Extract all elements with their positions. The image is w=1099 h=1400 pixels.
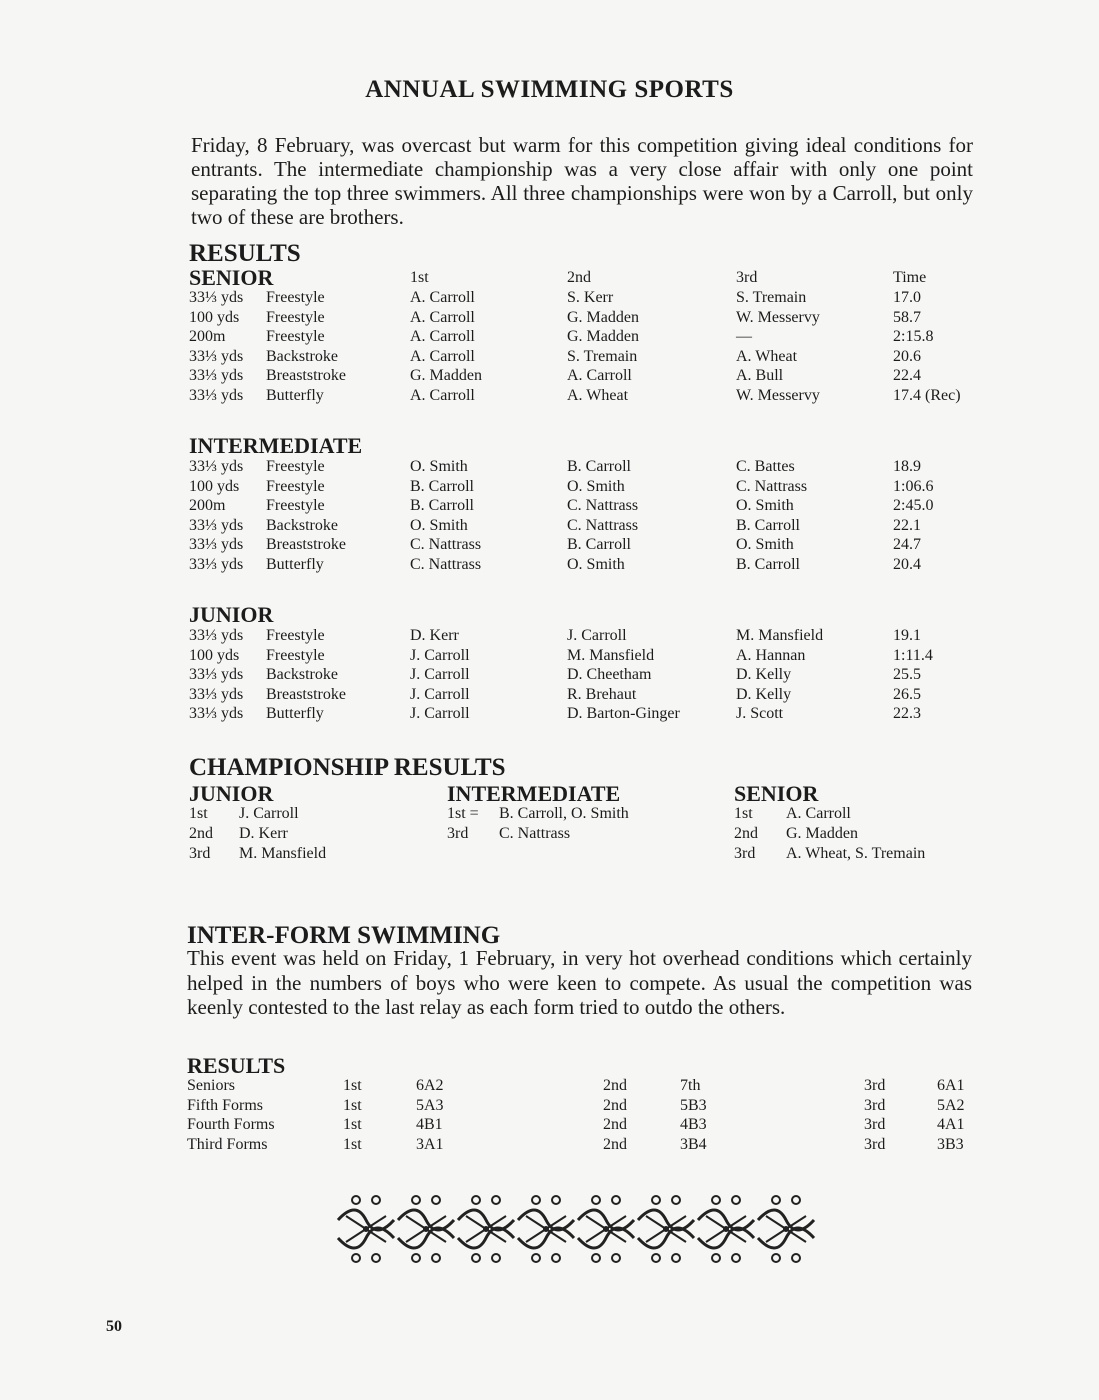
- third-place: A. Bull: [736, 367, 784, 385]
- second-place: R. Brehaut: [567, 685, 637, 703]
- intermediate-heading: INTERMEDIATE: [189, 433, 363, 458]
- event-stroke: Butterfly: [266, 556, 324, 573]
- first-place: A. Carroll: [410, 347, 475, 365]
- winning-time: 25.5: [893, 666, 921, 684]
- winning-time: 1:06.6: [893, 477, 934, 495]
- first-place: C. Nattrass: [410, 556, 482, 573]
- interform-heading: INTER-FORM SWIMMING: [187, 922, 501, 949]
- winning-time: 58.7: [893, 308, 921, 326]
- first-place: D. Kerr: [410, 627, 459, 644]
- third-place: W. Messervy: [736, 387, 820, 404]
- event-distance: 200m: [189, 328, 226, 346]
- first-place: C. Nattrass: [410, 536, 482, 554]
- champ-intermediate-place: 3rd: [447, 824, 469, 842]
- interform-f2: 4B3: [680, 1116, 707, 1134]
- event-distance: 33⅓ yds: [189, 387, 244, 404]
- first-place: G. Madden: [410, 367, 482, 385]
- event-distance: 33⅓ yds: [189, 367, 244, 385]
- second-place: A. Carroll: [567, 367, 632, 385]
- results-heading: RESULTS: [189, 240, 301, 267]
- second-place: B. Carroll: [567, 536, 631, 554]
- champ-intermediate-name: B. Carroll, O. Smith: [499, 805, 629, 822]
- champ-junior-heading: JUNIOR: [189, 781, 274, 806]
- winning-time: 22.4: [893, 367, 921, 385]
- interform-results-heading: RESULTS: [187, 1053, 286, 1078]
- third-place: D. Kelly: [736, 685, 792, 703]
- winning-time: 24.7: [893, 536, 921, 554]
- event-stroke: Freestyle: [266, 328, 325, 346]
- interform-f3: 6A1: [937, 1077, 965, 1094]
- event-distance: 33⅓ yds: [189, 685, 244, 703]
- interform-p3: 3rd: [864, 1116, 886, 1134]
- winning-time: 17.0: [893, 289, 921, 306]
- event-stroke: Butterfly: [266, 705, 324, 723]
- col-first: 1st: [410, 269, 429, 286]
- third-place: —: [736, 328, 752, 346]
- interform-p3: 3rd: [864, 1135, 886, 1153]
- interform-p1: 1st: [343, 1077, 362, 1094]
- third-place: C. Nattrass: [736, 477, 808, 495]
- first-place: J. Carroll: [410, 646, 470, 664]
- third-place: W. Messervy: [736, 308, 820, 326]
- event-distance: 100 yds: [189, 308, 240, 326]
- first-place: J. Carroll: [410, 666, 470, 684]
- event-stroke: Freestyle: [266, 627, 325, 644]
- event-stroke: Freestyle: [266, 458, 325, 475]
- event-stroke: Breaststroke: [266, 367, 346, 385]
- event-distance: 33⅓ yds: [189, 347, 244, 365]
- event-distance: 33⅓ yds: [189, 289, 244, 306]
- event-distance: 33⅓ yds: [189, 627, 244, 644]
- first-place: A. Carroll: [410, 387, 475, 404]
- winning-time: 19.1: [893, 627, 921, 644]
- winning-time: 2:45.0: [893, 497, 934, 515]
- third-place: O. Smith: [736, 497, 794, 515]
- first-place: A. Carroll: [410, 308, 475, 326]
- interform-p2: 2nd: [603, 1116, 627, 1134]
- champ-junior-name: J. Carroll: [239, 805, 299, 822]
- winning-time: 20.4: [893, 556, 921, 573]
- col-time: Time: [893, 269, 927, 286]
- third-place: J. Scott: [736, 705, 784, 723]
- winning-time: 1:11.4: [893, 646, 933, 664]
- third-place: M. Mansfield: [736, 627, 824, 644]
- champ-intermediate-place: 1st =: [447, 805, 479, 822]
- champ-intermediate-heading: INTERMEDIATE: [447, 781, 621, 806]
- event-stroke: Backstroke: [266, 516, 338, 534]
- interform-p1: 1st: [343, 1096, 362, 1114]
- second-place: C. Nattrass: [567, 497, 639, 515]
- interform-paragraph: This event was held on Friday, 1 February, in very hot overhead conditions which certainly helped in the numbers of boys who were keen to compete. As usual the competition was keenly contested to the last relay as each form tried to outdo the others.: [187, 946, 972, 1019]
- winning-time: 22.3: [893, 705, 921, 723]
- first-place: O. Smith: [410, 516, 468, 534]
- interform-p2: 2nd: [603, 1096, 627, 1114]
- interform-f2: 5B3: [680, 1096, 707, 1114]
- second-place: D. Barton-Ginger: [567, 705, 680, 723]
- event-distance: 33⅓ yds: [189, 556, 244, 573]
- winning-time: 2:15.8: [893, 328, 934, 346]
- second-place: M. Mansfield: [567, 646, 655, 664]
- champ-senior-name: A. Carroll: [786, 805, 851, 822]
- champ-senior-name: G. Madden: [786, 824, 858, 842]
- event-distance: 33⅓ yds: [189, 536, 244, 554]
- page-title: ANNUAL SWIMMING SPORTS: [365, 76, 734, 103]
- winning-time: 17.4 (Rec): [893, 387, 961, 404]
- interform-group: Fourth Forms: [187, 1116, 275, 1134]
- senior-heading: SENIOR: [189, 265, 274, 290]
- interform-p1: 1st: [343, 1135, 362, 1153]
- third-place: A. Hannan: [736, 646, 806, 664]
- winning-time: 22.1: [893, 516, 921, 534]
- event-stroke: Breaststroke: [266, 536, 346, 554]
- col-second: 2nd: [567, 269, 591, 286]
- event-distance: 100 yds: [189, 477, 240, 495]
- event-stroke: Freestyle: [266, 477, 325, 495]
- interform-group: Fifth Forms: [187, 1096, 264, 1114]
- interform-f1: 5A3: [416, 1096, 444, 1114]
- second-place: O. Smith: [567, 556, 625, 573]
- event-stroke: Breaststroke: [266, 685, 346, 703]
- second-place: C. Nattrass: [567, 516, 639, 534]
- third-place: B. Carroll: [736, 556, 800, 573]
- third-place: A. Wheat: [736, 347, 798, 365]
- first-place: B. Carroll: [410, 477, 474, 495]
- first-place: A. Carroll: [410, 328, 475, 346]
- interform-p2: 2nd: [603, 1135, 627, 1153]
- champ-junior-place: 3rd: [189, 844, 211, 862]
- interform-f2: 7th: [680, 1077, 701, 1094]
- interform-group: Third Forms: [187, 1135, 268, 1153]
- second-place: J. Carroll: [567, 627, 627, 644]
- third-place: C. Battes: [736, 458, 795, 475]
- second-place: S. Tremain: [567, 347, 638, 365]
- champ-senior-place: 1st: [734, 805, 753, 822]
- third-place: S. Tremain: [736, 289, 807, 306]
- second-place: G. Madden: [567, 308, 639, 326]
- third-place: D. Kelly: [736, 666, 792, 684]
- champ-senior-heading: SENIOR: [734, 781, 819, 806]
- event-stroke: Freestyle: [266, 646, 325, 664]
- page-number: 50: [106, 1318, 122, 1335]
- interform-f3: 4A1: [937, 1116, 965, 1134]
- interform-f2: 3B4: [680, 1135, 707, 1153]
- intro-paragraph: Friday, 8 February, was overcast but warm for this competition giving ideal conditions for entrants. The intermediate championship was a very close affair with only one point separating the top three swimmers. All three championships were won by a Carroll, but only two of these are brothers.: [191, 133, 973, 229]
- first-place: A. Carroll: [410, 289, 475, 306]
- winning-time: 26.5: [893, 685, 921, 703]
- second-place: G. Madden: [567, 328, 639, 346]
- championship-heading: CHAMPIONSHIP RESULTS: [189, 754, 506, 781]
- second-place: D. Cheetham: [567, 666, 652, 684]
- event-stroke: Freestyle: [266, 308, 325, 326]
- event-stroke: Freestyle: [266, 497, 325, 515]
- winning-time: 20.6: [893, 347, 921, 365]
- junior-heading: JUNIOR: [189, 602, 274, 627]
- champ-senior-name: A. Wheat, S. Tremain: [786, 844, 926, 862]
- decorative-border-ornament: [336, 1190, 820, 1268]
- interform-p2: 2nd: [603, 1077, 627, 1094]
- champ-junior-place: 1st: [189, 805, 208, 822]
- event-distance: 33⅓ yds: [189, 516, 244, 534]
- champ-senior-place: 3rd: [734, 844, 756, 862]
- first-place: B. Carroll: [410, 497, 474, 515]
- third-place: O. Smith: [736, 536, 794, 554]
- event-distance: 33⅓ yds: [189, 666, 244, 684]
- event-stroke: Freestyle: [266, 289, 325, 306]
- interform-p3: 3rd: [864, 1096, 886, 1114]
- champ-intermediate-name: C. Nattrass: [499, 824, 571, 842]
- event-stroke: Backstroke: [266, 347, 338, 365]
- first-place: J. Carroll: [410, 705, 470, 723]
- champ-junior-name: D. Kerr: [239, 824, 288, 842]
- third-place: B. Carroll: [736, 516, 800, 534]
- champ-senior-place: 2nd: [734, 824, 758, 842]
- event-distance: 33⅓ yds: [189, 458, 244, 475]
- interform-f1: 4B1: [416, 1116, 443, 1134]
- first-place: O. Smith: [410, 458, 468, 475]
- first-place: J. Carroll: [410, 685, 470, 703]
- second-place: A. Wheat: [567, 387, 629, 404]
- event-distance: 100 yds: [189, 646, 240, 664]
- event-distance: 200m: [189, 497, 226, 515]
- champ-junior-place: 2nd: [189, 824, 213, 842]
- event-distance: 33⅓ yds: [189, 705, 244, 723]
- interform-f3: 5A2: [937, 1096, 965, 1114]
- interform-group: Seniors: [187, 1077, 235, 1094]
- event-stroke: Backstroke: [266, 666, 338, 684]
- interform-f1: 6A2: [416, 1077, 444, 1094]
- interform-p3: 3rd: [864, 1077, 886, 1094]
- second-place: S. Kerr: [567, 289, 614, 306]
- event-stroke: Butterfly: [266, 387, 324, 404]
- interform-f1: 3A1: [416, 1135, 444, 1153]
- col-third: 3rd: [736, 269, 758, 286]
- interform-f3: 3B3: [937, 1135, 964, 1153]
- second-place: B. Carroll: [567, 458, 631, 475]
- champ-junior-name: M. Mansfield: [239, 844, 327, 862]
- winning-time: 18.9: [893, 458, 921, 475]
- second-place: O. Smith: [567, 477, 625, 495]
- interform-p1: 1st: [343, 1116, 362, 1134]
